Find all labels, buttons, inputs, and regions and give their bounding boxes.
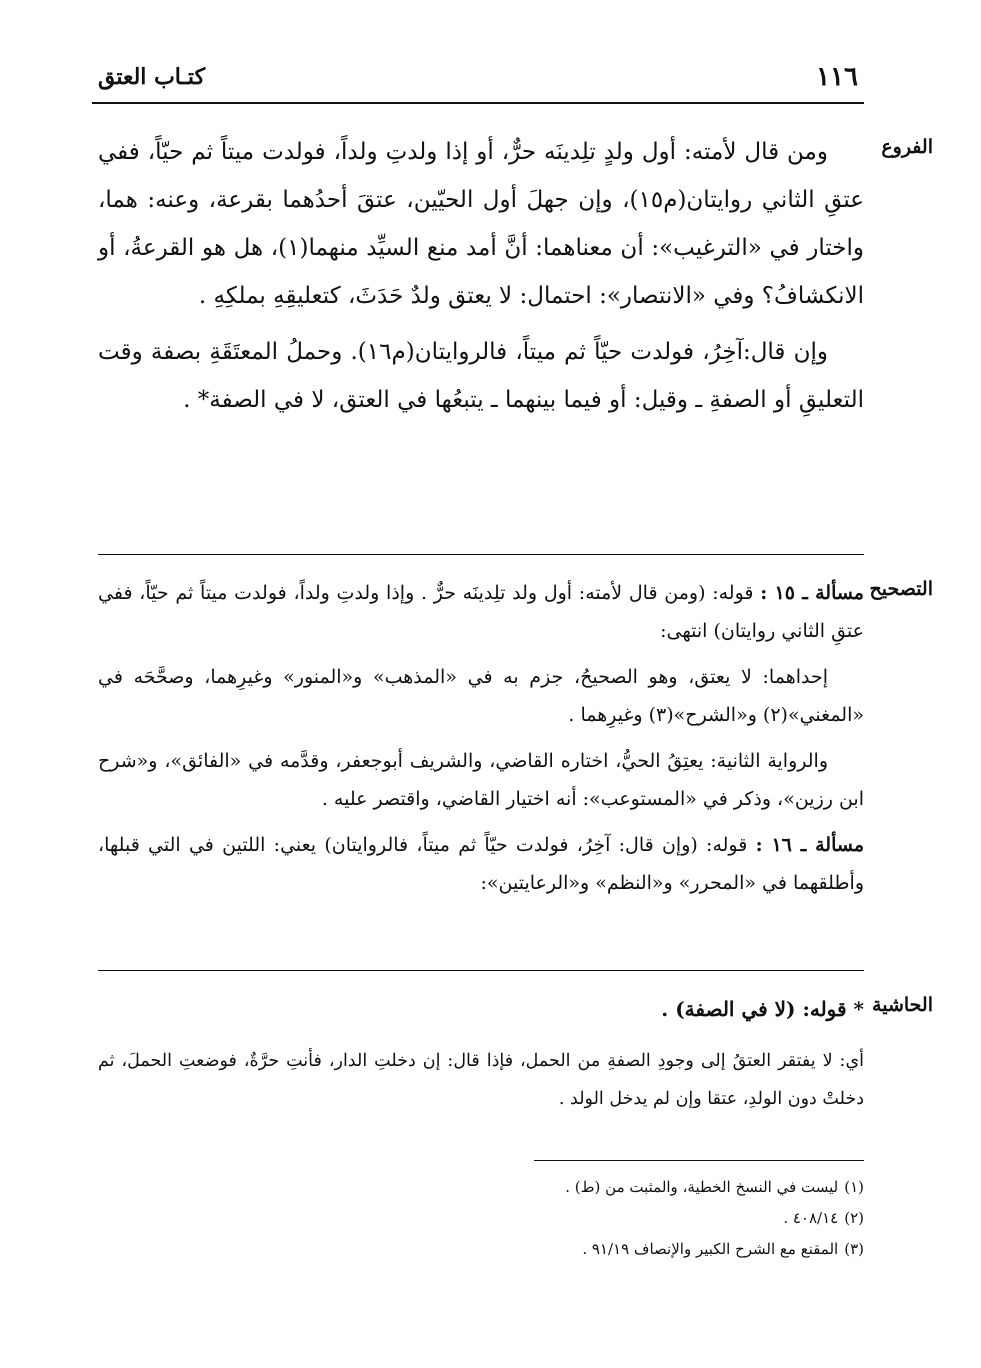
page-header: [92, 62, 864, 104]
footnote-1-num: (١): [844, 1178, 864, 1196]
hashia-body: أي: لا يفتقر العتقُ إلى وجودِ الصفةِ من الحمل، فإذا قال: إن دخلتِ الدار، فأنتِ حرَّةٌ، فوضعتِ الحملَ، ثم دخلتْ دون الولدِ، عتقا وإن لم يدخل الولد .: [98, 1051, 864, 1109]
tashih-paragraph-1: [98, 574, 864, 650]
tashih-paragraph-4: [98, 826, 864, 902]
footnote-2-num: (٢): [844, 1209, 864, 1227]
footnote-3-text: المقنع مع الشرح الكبير والإنصاف ٩١/١٩ .: [582, 1240, 839, 1258]
main-paragraph-2: وإن قال:آخِرُ، فولدت حيّاً ثم ميتاً، فالروايتان(م١٦). وحملُ المعتَقَةِ بصفة وقت التعليقِ أو الصفةِ ـ وقيل: أو فيما بينهما ـ يتبعُها في العتق، لا في الصفة* .: [98, 339, 864, 413]
divider-tashih: [98, 970, 864, 971]
tashih-paragraph-3: والرواية الثانية: يعتِقُ الحيُّ، اختاره القاضي، والشريف أبوجعفر، وقدَّمه في «الفائق»، و«شرح ابن رزين»، وذكر في «المستوعب»: أنه اختيار القاضي، واقتصر عليه .: [98, 750, 864, 810]
side-label-hashia: الحاشية: [872, 994, 933, 1016]
tashih-paragraph-2: إحداهما: لا يعتق، وهو الصحيحُ، جزم به في «المذهب» و«المنور» وغيرِهما، وصحَّحَه في «المغني»(٢) و«الشرح»(٣) وغيرِهما .: [98, 666, 864, 726]
footnote-divider: [534, 1160, 864, 1161]
running-title: كتـاب العتق: [98, 64, 206, 90]
divider-main: [98, 554, 864, 555]
main-paragraph-1: ومن قال لأمته: أول ولدٍ تلِدينَه حرٌّ، أو إذا ولدتِ ولداً، فولدت ميتاً ثم حيّاً، ففي عتقِ الثاني روايتان(م١٥)، وإن جهلَ أول الحيّين، عتقَ أحدُهما بقرعة، وعنه: هما، واختار في «الترغيب»: أن معناهما: أنَّ أمد منع السيِّد منهما(١)، هل هو القرعةُ، أو الانكشافُ؟ وفي «الانتصار»: احتمال: لا يعتق ولدٌ حَدَثَ، كتعليقِهِ بملكِهِ .: [98, 139, 864, 309]
footnote-3-num: (٣): [844, 1240, 864, 1258]
issue-label-16: مسألة ـ ١٦ :: [755, 834, 865, 856]
side-label-furu: الفروع: [881, 136, 933, 158]
issue-text-16: قوله: (وإن قال: آخِرُ، فولدت حيّاً ثم ميتاً، فالروايتان) يعني: اللتين في التي قبلها، وأطلقهما في «المحرر» و«النظم» و«الرعايتين»:: [98, 834, 864, 894]
footnote-1: [98, 1172, 864, 1203]
footnote-1-text: ليست في النسخ الخطية، والمثبت من (ط) .: [565, 1178, 839, 1196]
issue-label-15: مسألة ـ ١٥ :: [760, 582, 864, 604]
footnote-3: [98, 1234, 864, 1265]
hashia-text: [98, 990, 864, 1124]
hashia-heading: * قوله: (لا في الصفة) .: [661, 997, 864, 1021]
side-label-tashih: التصحيح: [869, 578, 933, 600]
main-text: [98, 128, 864, 432]
footnote-2: [98, 1203, 864, 1234]
footnotes: [98, 1172, 864, 1265]
tashih-text: [98, 574, 864, 910]
footnote-2-text: ٤٠٨/١٤ .: [783, 1209, 839, 1227]
issue-text-15: قوله: (ومن قال لأمته: أول ولد تلِدينَه حرٌّ . وإذا ولدتِ ولداً، فولدت ميتاً ثم حيّاً، ففي عتقِ الثاني روايتان) انتهى:: [98, 582, 864, 642]
page-number: ١١٦: [816, 62, 858, 92]
